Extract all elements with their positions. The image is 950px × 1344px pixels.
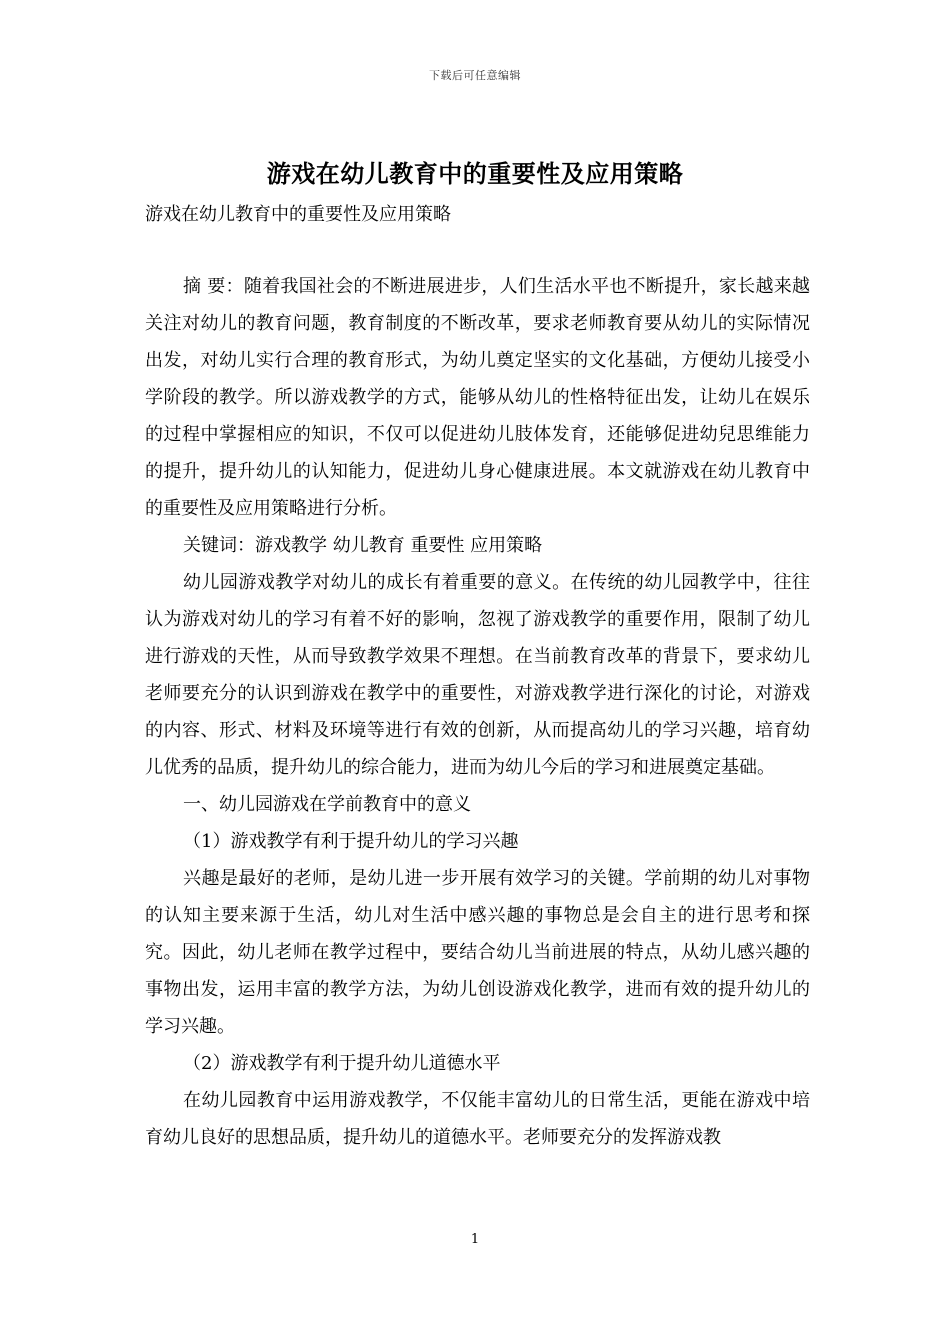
page-number: 1 [470, 1232, 480, 1247]
subsection-body-2: 在幼儿园教育中运用游戏教学，不仅能丰富幼儿的日常生活，更能在游戏中培育幼儿良好的思想品质，提升幼儿的道德水平。老师要充分的发挥游戏教 [145, 1090, 810, 1148]
intro-paragraph: 幼儿园游戏教学对幼儿的成长有着重要的意义。在传统的幼儿园教学中，往往认为游戏对幼儿的学习有着不好的影响，忽视了游戏教学的重要作用，限制了幼儿进行游戏的天性，从而导致教学效果不理想。在当前教育改革的背景下，要求幼儿老师要充分的认识到游戏在教学中的重要性，对游戏教学进行深化的讨论，对游戏的内容、形式、材料及环境等进行有效的创新，从而提高幼儿的学习兴趣，培育幼儿优秀的品质，提升幼儿的综合能力，进而为幼儿今后的学习和进展奠定基础。 [145, 572, 810, 778]
subsection-body-1: 兴趣是最好的老师，是幼儿进一步开展有效学习的关键。学前期的幼儿对事物的认知主要来源于生活，幼儿对生活中感兴趣的事物总是会自主的进行思考和探究。因此，幼儿老师在教学过程中，要结合幼儿当前进展的特点，从幼儿感兴趣的事物出发，运用丰富的教学方法，为幼儿创设游戏化教学，进而有效的提升幼儿的学习兴趣。 [145, 868, 810, 1037]
subsection-heading-2: （2）游戏教学有利于提升幼儿道德水平 [183, 1053, 501, 1074]
document-title: 游戏在幼儿教育中的重要性及应用策略 [266, 159, 684, 188]
document-subtitle: 游戏在幼儿教育中的重要性及应用策略 [145, 204, 451, 225]
keywords-paragraph: 关键词：游戏教学 幼儿教育 重要性 应用策略 [183, 535, 543, 556]
document-body [145, 196, 810, 1156]
subsection-heading-1: （1）游戏教学有利于提升幼儿的学习兴趣 [183, 831, 519, 852]
section-heading-1: 一、幼儿园游戏在学前教育中的意义 [183, 794, 471, 815]
header-note: 下载后可任意编辑 [429, 69, 521, 82]
abstract-paragraph: 摘 要：随着我国社会的不断进展进步，人们生活水平也不断提升，家长越来越关注对幼儿的教育问题，教育制度的不断改革，要求老师教育要从幼儿的实际情况出发，对幼儿实行合理的教育形式，为幼儿奠定坚实的文化基础，方便幼儿接受小学阶段的教学。所以游戏教学的方式，能够从幼儿的性格特征出发，让幼儿在娱乐的过程中掌握相应的知识，不仅可以促进幼儿肢体发育，还能够促进幼兒思维能力的提升，提升幼儿的认知能力，促进幼儿身心健康进展。本文就游戏在幼儿教育中的重要性及应用策略进行分析。 [145, 276, 810, 519]
